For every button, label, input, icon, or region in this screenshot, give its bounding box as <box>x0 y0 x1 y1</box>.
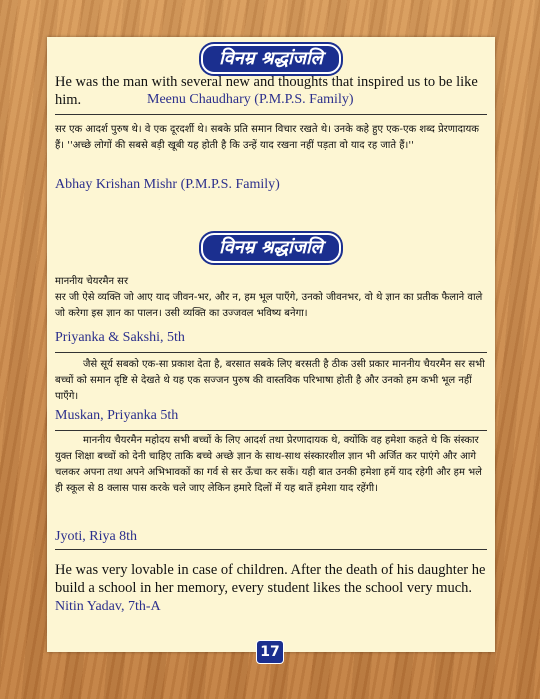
tribute-2-text: सर एक आदर्श पुरुष थे। वे एक दूरदर्शी थे। सबके प्रति समान विचार रखते थे। उनके कहे हुए एक-एक शब्द प्रेरणादायक हैं। ''अच्छे लोगों की सबसे बड़ी खूबी यह होती है कि उन्हें याद रखना नहीं पड़ता वो याद रह जाते हैं।'' <box>55 124 479 151</box>
tribute-1-author: Meenu Chaudhary (P.M.P.S. Family) <box>147 92 354 107</box>
tribute-6-text: He was very lovable in case of children. After the death of his daughter he build a school in her memory, every student likes the school very much. <box>55 562 486 596</box>
tribute-5-text: माननीय चैयरमैन महोदय सभी बच्चों के लिए आदर्श तथा प्रेरणादायक थे, क्योंकि वह हमेशा कहते थे कि संस्कार युक्त शिक्षा बच्चों को देनी चाहिए ताकि बच्चे अच्छे ज्ञान के साथ-साथ संस्कारशील ज्ञान भी अर्जित कर पाएंगे और आगे चलकर अपना तथा अपने अभिभावकों का गर्व से सर ऊँचा कर सकें। यही बात उनकी हमेशा हमें याद रहेगी और हम भले ही स्कूल से 8 क्लास पास करके चले जाए लेकिन हमारे दिलों में यह बातें हमेशा याद रहेंगी। <box>55 435 482 494</box>
tribute-1-text: He was the man with several new and thoughts that inspired us to be like him. <box>55 74 478 108</box>
divider <box>55 352 487 353</box>
divider <box>55 114 487 115</box>
tribute-6-author: Nitin Yadav, 7th-A <box>55 599 161 614</box>
tribute-3-text: सर जी ऐसे व्यक्ति जो आए याद जीवन-भर, और न, हम भूल पाएँगे, उनको जीवनभर, वो थे ज्ञान का प्रतीक फैलाने वाले जो करेगा इस ज्ञान का पालन। उसी व्यक्ति का उज्जवल भविष्य बनेगा। <box>55 292 483 319</box>
content-panel <box>47 37 495 652</box>
banner-2-wrap <box>47 233 495 263</box>
tribute-2-author: Abhay Krishan Mishr (P.M.P.S. Family) <box>55 177 280 192</box>
tribute-5-author: Jyoti, Riya 8th <box>55 529 138 544</box>
divider <box>55 430 487 431</box>
tribute-3-heading: माननीय चेयरमैन सर <box>55 276 129 287</box>
tribute-3-author: Priyanka & Sakshi, 5th <box>55 330 185 345</box>
section-banner-1: विनम्र श्रद्धांजलि <box>201 44 341 74</box>
banner-1-wrap <box>47 44 495 74</box>
divider <box>55 549 487 550</box>
page-number: 17 <box>256 640 284 664</box>
tribute-4-author: Muskan, Priyanka 5th <box>55 408 179 423</box>
section-banner-2: विनम्र श्रद्धांजलि <box>201 233 341 263</box>
tribute-4-text: जैसे सूर्य सबको एक-सा प्रकाश देता है, बरसात सबके लिए बरसती है ठीक उसी प्रकार माननीय चैयरमैन सर सभी बच्चों को समान दृष्टि से देखते थे यह एक सज्जन पुरुष की वास्तविक परिभाषा होती है और उनको हम कभी भूल नहीं पाएँगे। <box>55 359 485 402</box>
